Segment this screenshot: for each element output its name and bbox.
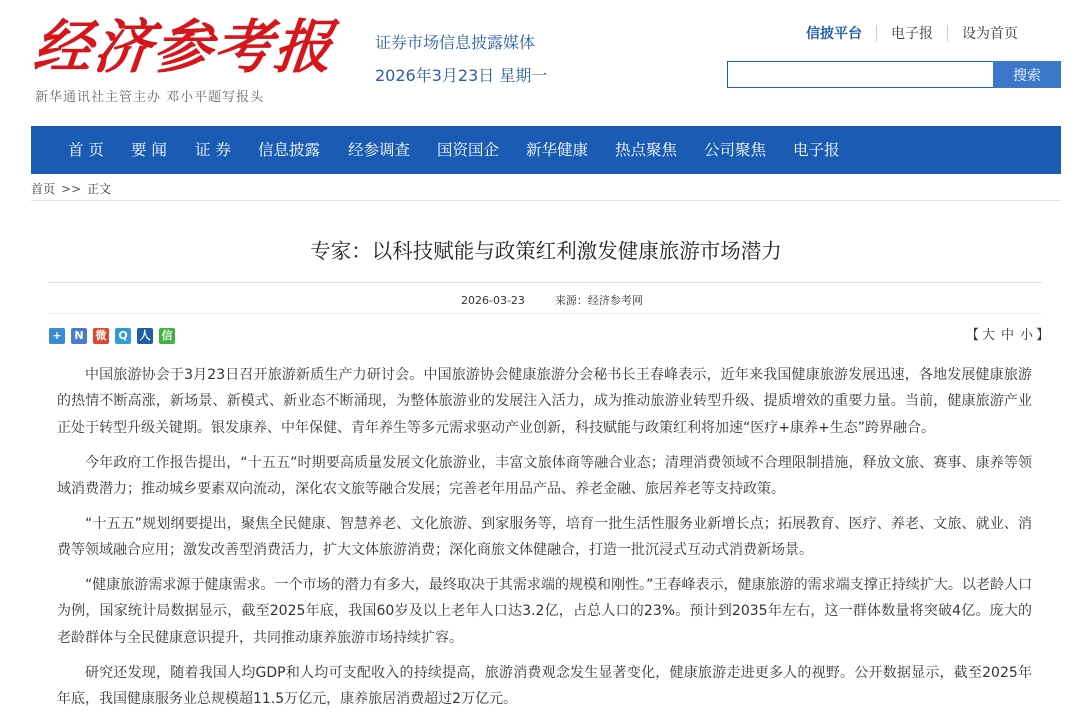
title-divider xyxy=(48,282,1042,283)
e-paper-link[interactable]: 电子报 xyxy=(891,26,933,42)
share-qzone-icon[interactable]: Q xyxy=(115,328,131,344)
nav-item-state-assets[interactable]: 国资国企 xyxy=(437,141,500,159)
font-size-medium[interactable]: 中 xyxy=(1001,328,1015,343)
nav-item-e-paper[interactable]: 电子报 xyxy=(793,141,840,159)
share-weibo-icon[interactable]: 微 xyxy=(93,328,109,344)
share-bar xyxy=(49,328,181,344)
meta-divider xyxy=(48,313,1042,314)
article-paragraph: 中国旅游协会于3月23日召开旅游新质生产力研讨会。中国旅游协会健康旅游分会秘书长王春峰表示，近年来我国健康旅游发展迅速，各地发展健康旅游的热情不断高涨，新场景、新模式、新业态不断涌现，为整体旅游业的发展注入活力，成为推动旅游业转型升级、提质增效的重要力量。当前，健康旅游产业正处于转型升级关键期。银发康养、中年保健、青年养生等多元需求驱动产业创新，科技赋能与政策红利将加速“医疗+康养+生态”跨界融合。 xyxy=(57,367,1032,436)
font-size-switcher xyxy=(966,324,1049,343)
main-nav xyxy=(31,126,1061,174)
nav-item-home[interactable]: 首 页 xyxy=(68,141,104,159)
logo-text: 经济参考报 xyxy=(30,13,338,81)
share-blog-icon[interactable]: N xyxy=(71,328,87,344)
nav-item-securities[interactable]: 证 券 xyxy=(195,141,231,159)
breadcrumb-current: 正文 xyxy=(87,182,112,196)
current-date: 2026年3月23日 星期一 xyxy=(375,66,548,85)
breadcrumb-home[interactable]: 首页 xyxy=(31,182,56,196)
site-header xyxy=(0,0,1080,126)
nav-item-headlines[interactable]: 要 闻 xyxy=(131,141,167,159)
article-paragraph: 今年政府工作报告提出，“十五五”时期要高质量发展文化旅游业，丰富文旅体商等融合业态；清理消费领域不合理限制措施，释放文旅、赛事、康养等领域消费潜力；推动城乡要素双向流动，深化农文旅等融合发展；完善老年用品产品、养老金融、旅居养老等支持政策。 xyxy=(57,454,1032,498)
article-paragraph: “健康旅游需求源于健康需求。一个市场的潜力有多大，最终取决于其需求端的规模和刚性。”王春峰表示，健康旅游的需求端支撑正持续扩大。以老龄人口为例，国家统计局数据显示，截至2025年底，我国60岁及以上老年人口达3.2亿，占总人口的23%。预计到2035年左右，这一群体数量将突破4亿。庞大的老龄群体与全民健康意识提升，共同推动康养旅游市场持续扩容。 xyxy=(57,577,1032,646)
article-date: 2026-03-23 xyxy=(461,294,525,307)
search-button[interactable]: 搜索 xyxy=(993,61,1061,88)
share-renren-icon[interactable]: 人 xyxy=(137,328,153,344)
article-source: 来源：经济参考网 xyxy=(554,294,643,307)
site-logo[interactable] xyxy=(30,8,338,86)
nav-item-xinhua-health[interactable]: 新华健康 xyxy=(526,141,589,159)
logo-subtitle: 新华通讯社主管主办 邓小平题写报头 xyxy=(35,90,265,105)
breadcrumb-divider xyxy=(31,200,1061,201)
link-divider xyxy=(876,25,877,41)
font-size-large[interactable]: 大 xyxy=(982,328,996,343)
font-size-small[interactable]: 小 xyxy=(1020,328,1034,343)
breadcrumb xyxy=(31,180,111,197)
disclosure-platform-link[interactable]: 信披平台 xyxy=(806,26,862,42)
site-slogan: 证券市场信息披露媒体 xyxy=(375,33,536,52)
nav-item-companies[interactable]: 公司聚焦 xyxy=(704,141,767,159)
share-plus-icon[interactable]: + xyxy=(49,328,65,344)
font-size-bracket: 】 xyxy=(1036,328,1050,343)
breadcrumb-separator: >> xyxy=(61,182,82,196)
article-title: 专家：以科技赋能与政策红利激发健康旅游市场潜力 xyxy=(310,239,782,263)
search-input[interactable] xyxy=(727,61,994,88)
font-size-bracket: 【 xyxy=(966,328,980,343)
nav-item-disclosure[interactable]: 信息披露 xyxy=(258,141,321,159)
article-body xyxy=(57,362,1032,721)
article-meta xyxy=(461,292,643,308)
nav-item-hot-topics[interactable]: 热点聚焦 xyxy=(615,141,678,159)
nav-item-investigation[interactable]: 经参调查 xyxy=(348,141,411,159)
article-paragraph: “十五五”规划纲要提出，聚焦全民健康、智慧养老、文化旅游、到家服务等，培育一批生活性服务业新增长点；拓展教育、医疗、养老、文旅、就业、消费等领域融合应用；激发改善型消费活力，扩大文体旅游消费；深化商旅文体健融合，打造一批沉浸式互动式消费新场景。 xyxy=(57,515,1032,559)
link-divider xyxy=(947,25,948,41)
set-homepage-link[interactable]: 设为首页 xyxy=(962,26,1018,42)
share-wechat-icon[interactable]: 信 xyxy=(159,328,175,344)
article-paragraph: 研究还发现，随着我国人均GDP和人均可支配收入的持续提高，旅游消费观念发生显著变化，健康旅游走进更多人的视野。公开数据显示，截至2025年年底，我国健康服务业总规模超11.5万亿元，康养旅居消费超过2万亿元。 xyxy=(57,664,1032,708)
top-links xyxy=(806,23,1018,43)
